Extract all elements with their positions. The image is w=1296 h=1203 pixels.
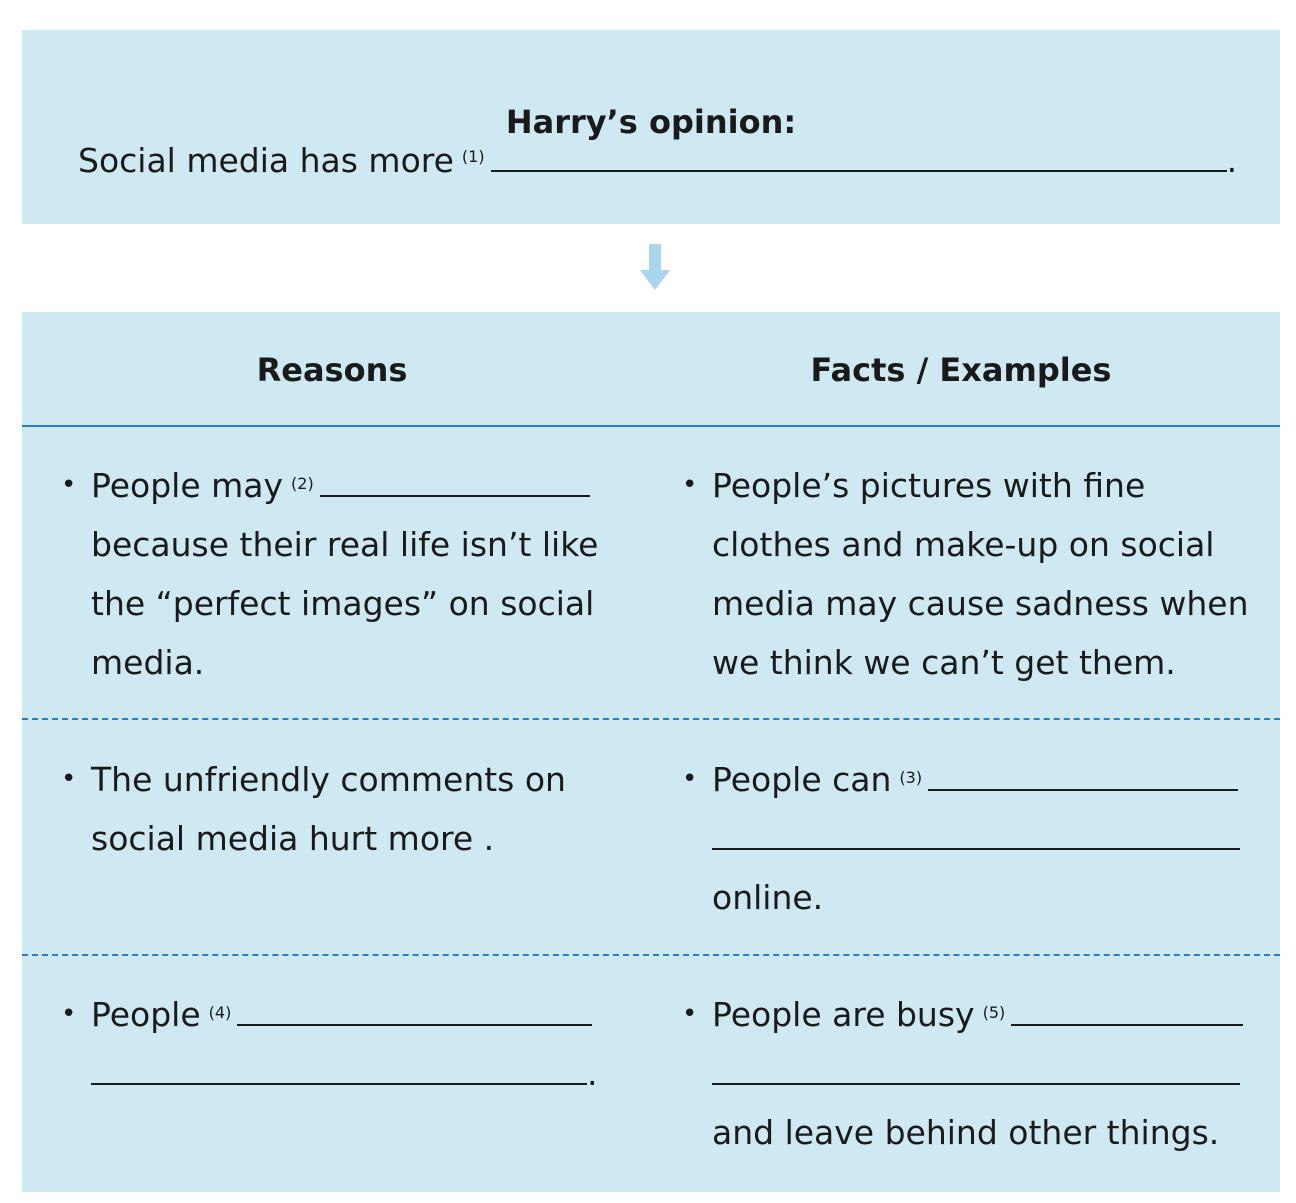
reasons-header: Reasons (256, 351, 408, 389)
reason-1-line: because their real life isn’t like (91, 525, 599, 564)
opinion-panel (22, 30, 1280, 224)
fact-1-line: we think we can’t get them. (712, 643, 1176, 682)
reason-1-line-1 (91, 456, 611, 515)
answer-blank-5-continued[interactable] (712, 1051, 1240, 1085)
fact-2-prefix: People can (712, 760, 892, 799)
reason-cell-1 (61, 456, 611, 692)
fact-3-line-1 (712, 985, 1252, 1044)
fact-3-prefix: People are busy (712, 995, 975, 1034)
opinion-prefix: Social media has more (78, 141, 454, 180)
reason-2-line: social media hurt more . (91, 819, 495, 858)
reason-2-line: The unfriendly comments on (91, 760, 566, 799)
fact-2-line-2 (712, 809, 1252, 868)
answer-blank-4[interactable] (237, 992, 592, 1026)
row-divider (22, 718, 1280, 720)
blank-number-5: (5) (982, 1003, 1006, 1022)
fact-1-line: clothes and make-up on social (712, 525, 1215, 564)
reason-1-line: media. (91, 643, 205, 682)
blank-number-4: (4) (208, 1003, 232, 1022)
facts-header: Facts / Examples (810, 351, 1112, 389)
blank-number-1: (1) (461, 147, 485, 166)
answer-blank-5[interactable] (1011, 992, 1243, 1026)
reason-3-line-2 (91, 1044, 611, 1103)
answer-blank-1[interactable] (491, 138, 1227, 172)
reasons-facts-table (22, 312, 1280, 1192)
answer-blank-3-continued[interactable] (712, 816, 1240, 850)
down-arrow-icon (640, 244, 670, 290)
fact-1-line: People’s pictures with fine (712, 466, 1146, 505)
reason-cell-3 (61, 985, 611, 1103)
fact-cell-2 (682, 750, 1252, 927)
fact-cell-3 (682, 985, 1252, 1162)
opinion-sentence (78, 138, 1237, 182)
fact-1-line: media may cause sadness when (712, 584, 1249, 623)
opinion-suffix: . (1226, 141, 1238, 180)
bullet-icon: • (682, 999, 698, 1029)
fact-2-last-line: online. (712, 878, 824, 917)
reason-3-prefix: People (91, 995, 201, 1034)
bullet-icon: • (61, 764, 77, 794)
answer-blank-3[interactable] (928, 757, 1238, 791)
answer-blank-4-continued[interactable] (91, 1051, 587, 1085)
blank-number-2: (2) (291, 474, 314, 493)
bullet-icon: • (61, 999, 77, 1029)
opinion-title: Harry’s opinion: (505, 103, 797, 141)
fact-3-last-line: and leave behind other things. (712, 1113, 1220, 1152)
answer-blank-2[interactable] (320, 463, 590, 497)
bullet-icon: • (61, 470, 77, 500)
bullet-icon: • (682, 470, 698, 500)
reason-1-prefix: People may (91, 466, 284, 505)
blank-number-3: (3) (899, 768, 923, 787)
row-divider (22, 954, 1280, 956)
bullet-icon: • (682, 764, 698, 794)
reason-cell-2 (61, 750, 611, 868)
fact-cell-1 (682, 456, 1252, 692)
header-divider (22, 425, 1280, 427)
fact-2-line-1 (712, 750, 1252, 809)
reason-3-suffix: . (587, 1054, 598, 1093)
fact-3-line-2 (712, 1044, 1252, 1103)
reason-1-line: the “perfect images” on social (91, 584, 595, 623)
reason-3-line-1 (91, 985, 611, 1044)
